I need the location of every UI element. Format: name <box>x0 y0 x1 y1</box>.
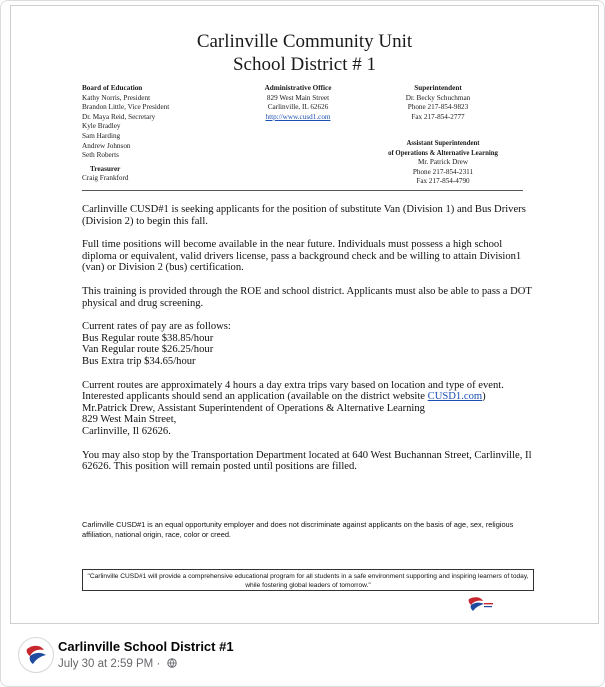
assistant-heading-line1: Assistant Superintendent <box>406 140 480 147</box>
superintendent-phone: Phone 217-854-9823 <box>407 103 469 112</box>
board-heading: Board of Education <box>82 84 143 92</box>
globe-icon[interactable] <box>167 658 177 668</box>
superintendent-heading: Superintendent <box>414 84 462 92</box>
apply-instructions: Interested applicants should send an application (available on the district website CUSD1.com) <box>82 391 486 403</box>
board-member: Brandon Little, Vice President <box>82 103 170 112</box>
treasurer-name: Craig Frankford <box>82 174 129 183</box>
district-website-link[interactable]: http://www.cusd1.com <box>265 112 331 121</box>
superintendent-name: Dr. Becky Schuchman <box>405 93 471 102</box>
board-member: Kathy Norris, President <box>82 93 151 102</box>
assistant-phone: Phone 217-854-2311 <box>412 167 474 176</box>
district-logo-avatar-icon <box>19 638 53 672</box>
page-avatar[interactable] <box>18 637 54 673</box>
board-member: Sam Harding <box>82 131 121 140</box>
office-city: Carlinville, IL 62626 <box>267 103 329 112</box>
equal-opportunity-statement: Carlinville CUSD#1 is an equal opportunity employer and does not discriminate against applicants on the basis of age, sex, religious affiliation, national origin, race, color or creed. <box>82 520 514 539</box>
board-member: Kyle Bradley <box>82 122 121 131</box>
office-street: 829 West Main Street <box>266 93 330 102</box>
mailing-address-line: Carlinville, Il 62626. <box>82 425 171 437</box>
pay-rates-intro: Current rates of pay are as follows: <box>82 321 231 333</box>
flyer-body <box>82 204 532 473</box>
post-meta <box>58 658 177 670</box>
intro-paragraph: Carlinville CUSD#1 is seeking applicants for the position of substitute Van (Division 1) and Bus Drivers (Division 2) to begin this fall. <box>82 204 526 227</box>
office-heading: Administrative Office <box>264 84 332 92</box>
administrative-office-block <box>233 84 363 122</box>
board-member: Andrew Johnson <box>82 141 131 150</box>
transportation-dept-paragraph: You may also stop by the Transportation Department located at 640 West Buchannan Street, Carlinville, Il 62626. This position will remain posted until positions are filled. <box>82 449 532 473</box>
meta-separator: · <box>156 658 161 670</box>
board-member: Seth Roberts <box>82 151 119 160</box>
assistant-name: Mr. Patrick Drew <box>417 158 469 167</box>
pay-rates-block <box>82 321 532 367</box>
post-footer <box>1 626 604 686</box>
pay-rate-item: Van Regular route $26.25/hour <box>82 344 214 356</box>
assistant-heading-line2: of Operations & Alternative Learning <box>388 149 498 157</box>
district-logo-icon <box>463 595 495 615</box>
pay-rate-item: Bus Extra trip $34.65/hour <box>82 355 196 367</box>
pay-rate-item: Bus Regular route $38.85/hour <box>82 332 214 344</box>
assistant-fax: Fax 217-854-4790 <box>416 177 470 186</box>
assistant-superintendent-block <box>361 139 525 187</box>
board-of-education-block <box>82 84 222 184</box>
superintendent-block <box>379 84 497 122</box>
page-name-link[interactable]: Carlinville School District #1 <box>58 639 234 654</box>
superintendent-fax: Fax 217-854-2777 <box>411 112 465 121</box>
routes-application-block <box>82 380 532 438</box>
district-title-line1: Carlinville Community Unit <box>196 31 413 52</box>
mailing-address-line: Mr.Patrick Drew, Assistant Superintendent of Operations & Alternative Learning <box>82 402 425 414</box>
cusd1-link[interactable]: CUSD1.com <box>427 391 483 403</box>
post-timestamp-link[interactable]: July 30 at 2:59 PM <box>58 658 154 670</box>
district-title-line2: School District # 1 <box>232 54 377 75</box>
posted-flyer-image[interactable] <box>10 5 599 624</box>
routes-paragraph: Current routes are approximately 4 hours a day extra trips vary based on location and type of event. <box>82 379 504 391</box>
header-divider <box>82 190 523 191</box>
mailing-address-line: 829 West Main Street, <box>82 414 177 426</box>
requirements-paragraph: Full time positions will become available in the near future. Individuals must possess a high school diploma or equivalent, valid drivers license, pass a background check and be willing to attain Division1 (van) or Division 2 (bus) certification. <box>82 239 522 274</box>
training-paragraph: This training is provided through the ROE and school district. Applicants must also be able to pass a DOT physical and drug screening. <box>82 285 532 309</box>
board-member: Dr. Maya Reid, Secretary <box>82 112 156 121</box>
treasurer-heading: Treasurer <box>90 164 121 173</box>
mission-statement-box: "Carlinville CUSD#1 will provide a comprehensive educational program for all students in a safe environment supporting and inspiring learners of today, while fostering global leaders of tomorrow." <box>82 569 534 591</box>
